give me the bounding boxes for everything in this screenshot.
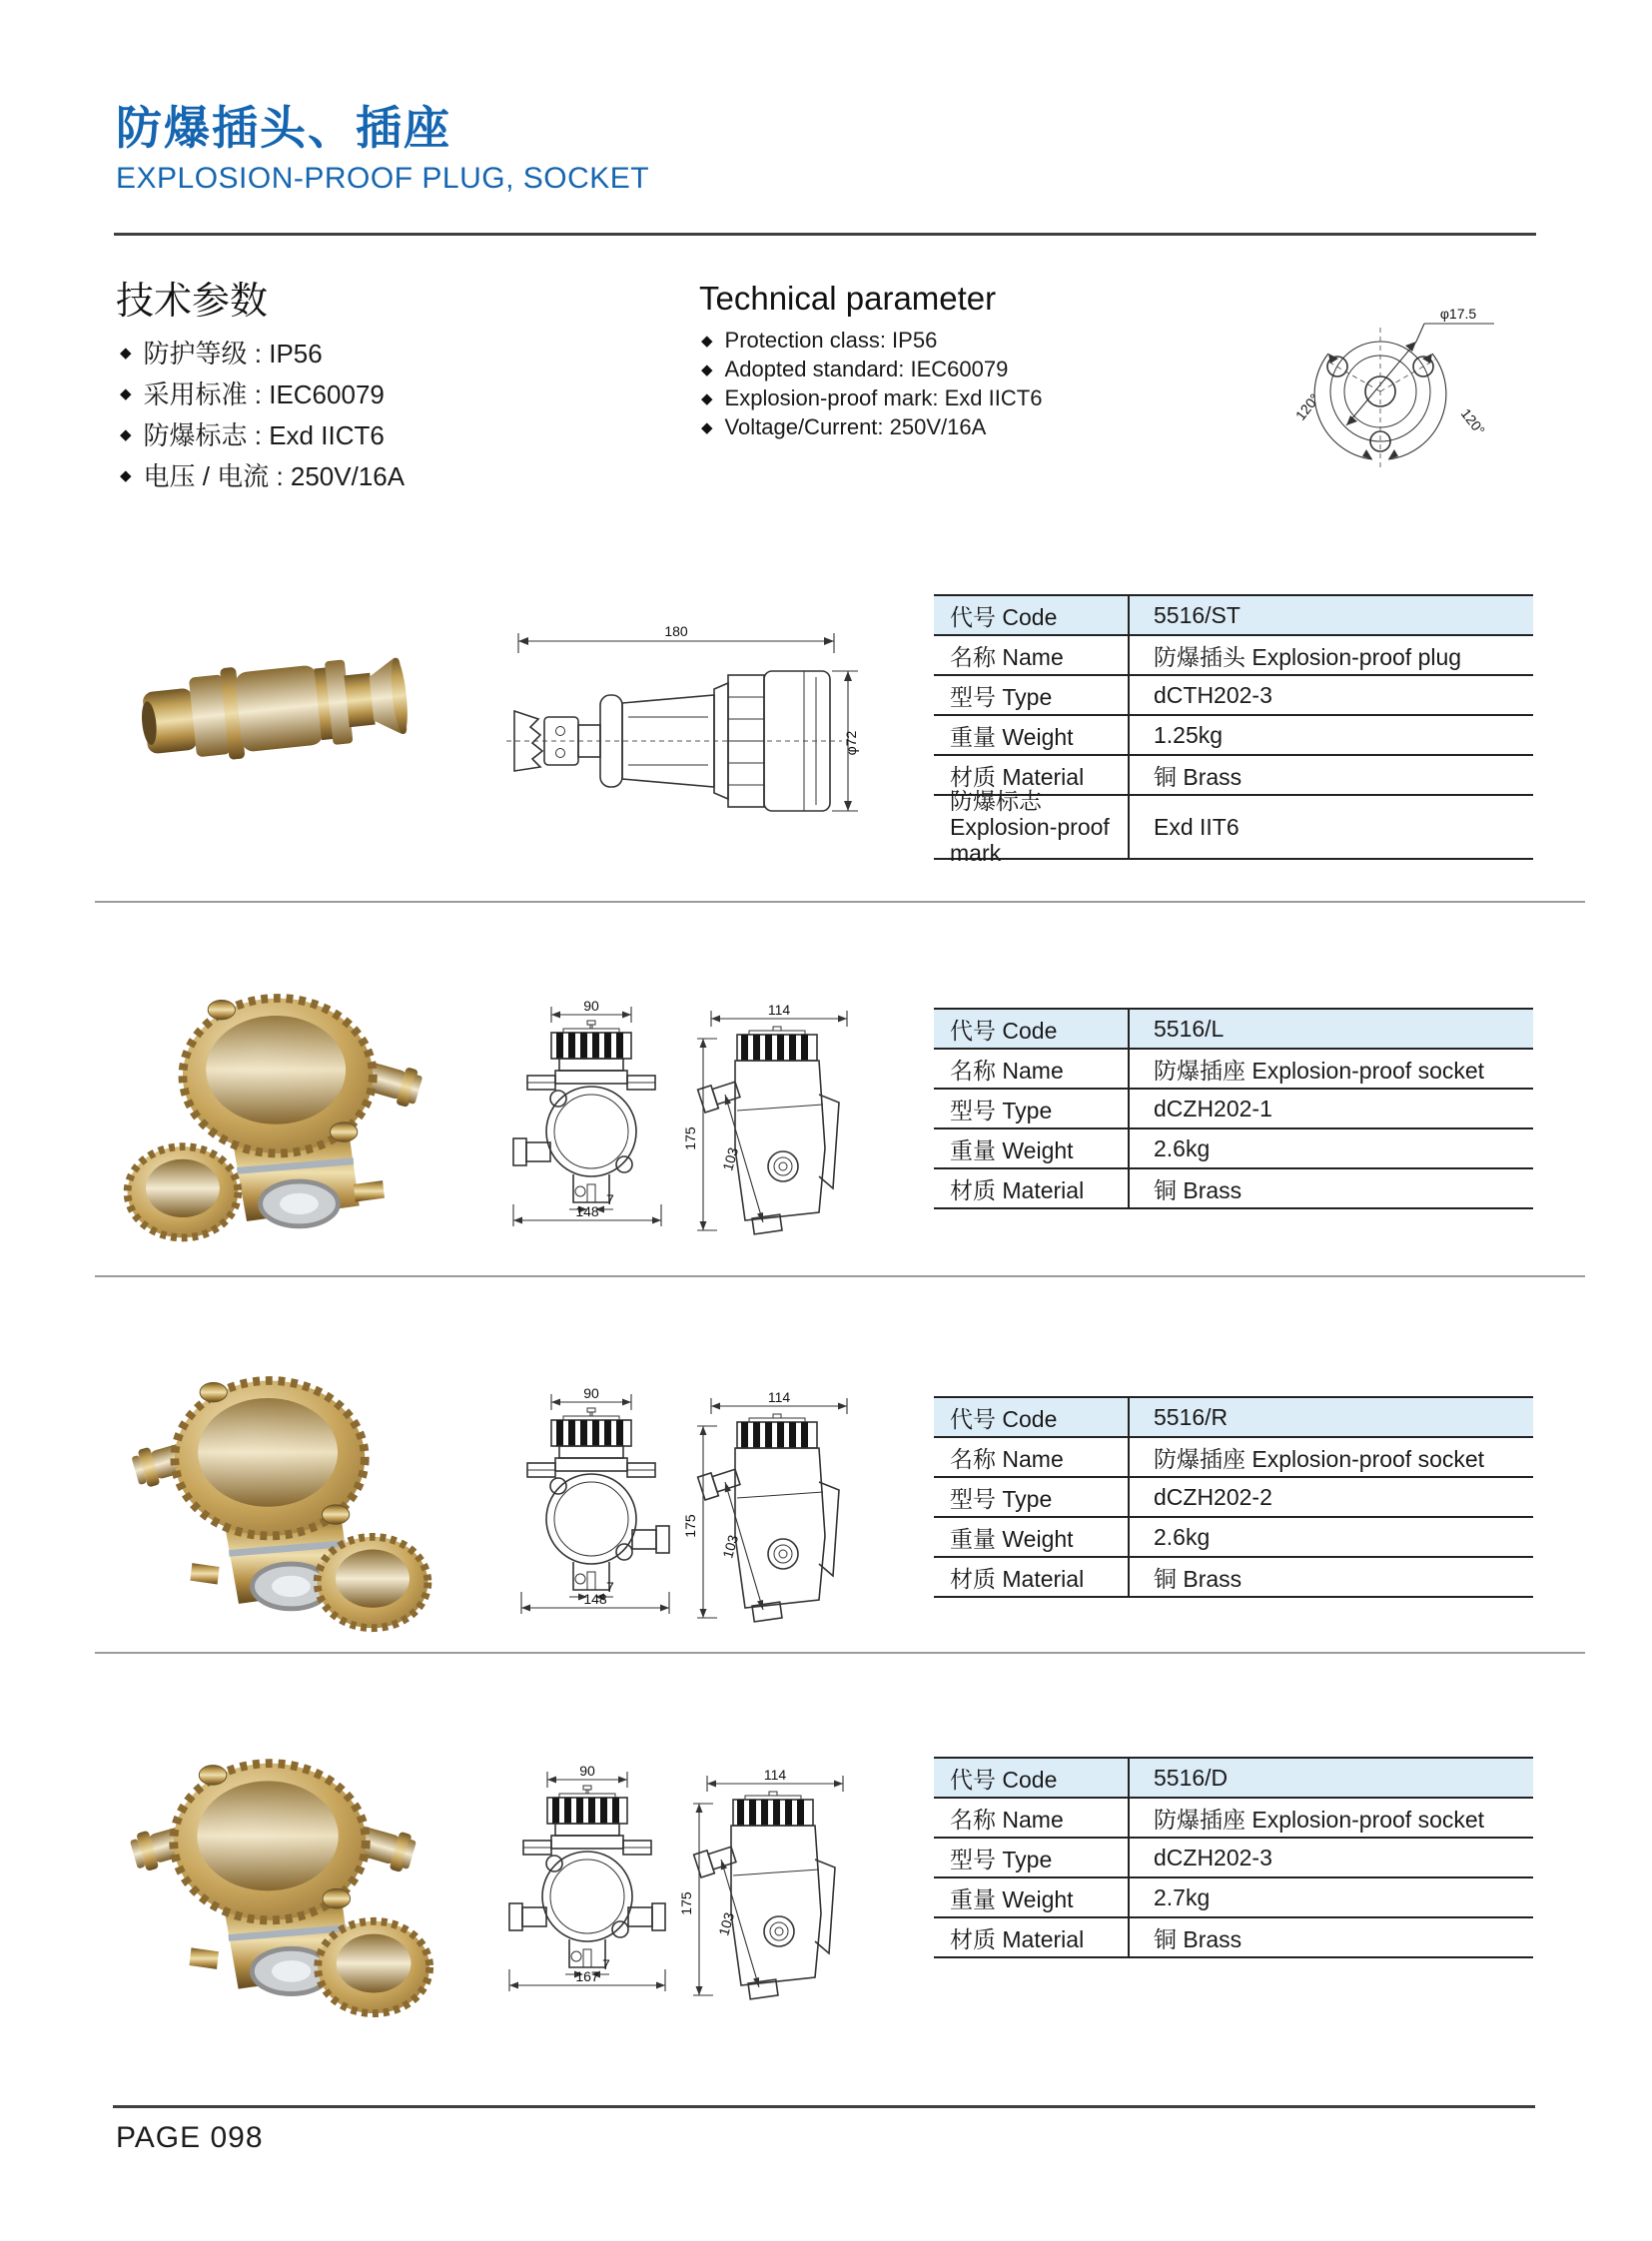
table-row xyxy=(934,1799,1533,1839)
spec-value: 1.25kg xyxy=(1154,721,1224,748)
tech-param-en: Protection class: IP56 xyxy=(724,327,938,353)
socket-dimension-drawing-d xyxy=(507,1764,857,2003)
spec-value: dCZH202-2 xyxy=(1154,1483,1272,1510)
diamond-bullet-icon: ◆ xyxy=(120,344,132,362)
section-separator xyxy=(95,1652,1585,1654)
svg-text:90: 90 xyxy=(579,1764,595,1779)
spec-table-5516-st xyxy=(934,594,1533,866)
side-view-drawing xyxy=(678,1767,843,1999)
spec-value: 防爆插座 Explosion-proof socket xyxy=(1154,1806,1485,1833)
svg-text:90: 90 xyxy=(583,999,599,1014)
svg-text:175: 175 xyxy=(682,1126,698,1150)
list-item xyxy=(701,326,1042,355)
spec-label: 材质 Material xyxy=(934,756,1130,794)
diamond-bullet-icon: ◆ xyxy=(701,418,713,436)
spec-label: 重量 Weight xyxy=(934,1129,1130,1167)
table-row xyxy=(934,716,1533,756)
svg-text:103: 103 xyxy=(715,1910,738,1938)
table-row xyxy=(934,676,1533,716)
page-title-en: EXPLOSION-PROOF PLUG, SOCKET xyxy=(116,162,650,195)
tech-param-en: Adopted standard: IEC60079 xyxy=(724,356,1009,381)
table-row xyxy=(934,1558,1533,1598)
side-view-drawing xyxy=(682,1389,847,1622)
spec-label: 重量 Weight xyxy=(934,1878,1130,1916)
list-item xyxy=(701,383,1042,412)
product-photo-socket-l xyxy=(118,981,447,1252)
svg-text:148: 148 xyxy=(583,1591,607,1607)
section-separator xyxy=(95,901,1585,903)
spec-label: 代号 Code xyxy=(934,1010,1130,1048)
list-item xyxy=(120,413,405,454)
spec-label: 型号 Type xyxy=(934,1090,1130,1127)
dimension-diameter xyxy=(832,671,859,811)
spec-label: 代号 Code xyxy=(934,1398,1130,1436)
table-row xyxy=(934,1759,1533,1799)
table-row xyxy=(934,788,1533,866)
side-view-drawing xyxy=(682,1002,847,1234)
svg-text:175: 175 xyxy=(682,1514,698,1538)
svg-text:φ72: φ72 xyxy=(843,730,859,756)
spec-label-en: Explosion-proof mark xyxy=(950,814,1110,866)
diamond-bullet-icon: ◆ xyxy=(701,389,713,407)
dimension-length xyxy=(518,623,834,653)
socket-dimension-drawing-l xyxy=(511,999,861,1238)
table-row xyxy=(934,1010,1533,1050)
tech-param-zh: 防爆标志 : Exd IICT6 xyxy=(143,420,385,450)
svg-text:103: 103 xyxy=(719,1533,742,1561)
spec-value: 铜 Brass xyxy=(1154,1176,1242,1203)
spec-value: 铜 Brass xyxy=(1154,763,1242,790)
tech-heading-en: Technical parameter xyxy=(699,280,997,317)
tech-param-zh: 采用标准 : IEC60079 xyxy=(143,379,385,409)
spec-label: 重量 Weight xyxy=(934,1518,1130,1556)
spec-value: dCTH202-3 xyxy=(1154,681,1272,708)
svg-text:180: 180 xyxy=(664,623,688,639)
spec-value: 防爆插座 Explosion-proof socket xyxy=(1154,1057,1485,1084)
spec-label: 材质 Material xyxy=(934,1918,1130,1956)
page-number: PAGE 098 xyxy=(116,2121,264,2154)
socket-cap xyxy=(318,1921,429,2013)
tech-param-zh: 电压 / 电流 : 250V/16A xyxy=(143,461,406,491)
plug-dimension-drawing xyxy=(504,619,864,817)
spec-value: Exd IIT6 xyxy=(1154,813,1239,840)
svg-text:175: 175 xyxy=(678,1891,694,1915)
table-row xyxy=(934,1878,1533,1918)
table-row xyxy=(934,1129,1533,1169)
front-view-drawing xyxy=(513,999,661,1226)
spec-label xyxy=(934,788,1130,866)
spec-label: 代号 Code xyxy=(934,1759,1130,1797)
table-row xyxy=(934,1918,1533,1958)
diamond-bullet-icon: ◆ xyxy=(120,425,132,443)
spec-label: 名称 Name xyxy=(934,1438,1130,1476)
socket-cap xyxy=(128,1146,239,1237)
table-row xyxy=(934,1090,1533,1129)
diamond-bullet-icon: ◆ xyxy=(701,361,713,378)
spec-table-5516-d xyxy=(934,1757,1533,1958)
table-row xyxy=(934,1839,1533,1878)
front-view-drawing xyxy=(521,1386,669,1614)
spec-value: dCZH202-3 xyxy=(1154,1844,1272,1870)
pin-angle-right-label: 120° xyxy=(1457,404,1489,438)
page-title-zh: 防爆插头、插座 xyxy=(116,102,451,154)
table-row xyxy=(934,1169,1533,1209)
list-item xyxy=(701,412,1042,441)
pin-diameter-label: φ17.5 xyxy=(1439,306,1477,322)
pin-angle-left-label: 120° xyxy=(1291,390,1323,423)
tech-params-en-list xyxy=(701,326,1042,441)
svg-text:114: 114 xyxy=(763,1767,787,1783)
spec-value: 2.7kg xyxy=(1154,1883,1211,1910)
spec-value: 5516/R xyxy=(1154,1403,1229,1430)
tech-heading-zh: 技术参数 xyxy=(116,281,269,323)
list-item xyxy=(120,373,405,413)
svg-text:114: 114 xyxy=(767,1002,791,1018)
spec-value: 铜 Brass xyxy=(1154,1925,1242,1952)
product-photo-plug xyxy=(132,629,416,779)
spec-label: 重量 Weight xyxy=(934,716,1130,754)
title-rule xyxy=(114,233,1536,236)
spec-label: 型号 Type xyxy=(934,676,1130,714)
svg-text:7: 7 xyxy=(606,1579,614,1595)
spec-value: 5516/D xyxy=(1154,1764,1229,1791)
svg-text:103: 103 xyxy=(719,1145,742,1173)
diamond-bullet-icon: ◆ xyxy=(120,466,132,484)
svg-text:167: 167 xyxy=(575,1968,599,1984)
table-row xyxy=(934,636,1533,676)
svg-text:7: 7 xyxy=(606,1191,614,1207)
list-item xyxy=(120,454,405,495)
spec-label: 名称 Name xyxy=(934,1050,1130,1088)
spec-label-zh: 防爆标志 xyxy=(950,788,1042,814)
tech-param-en: Explosion-proof mark: Exd IICT6 xyxy=(724,384,1043,410)
spec-label: 型号 Type xyxy=(934,1478,1130,1516)
table-row xyxy=(934,1478,1533,1518)
pin-layout-drawing xyxy=(1288,300,1500,471)
spec-value: 5516/ST xyxy=(1154,601,1240,628)
tech-params-zh-list xyxy=(120,332,405,495)
spec-label: 材质 Material xyxy=(934,1558,1130,1596)
tech-param-en: Voltage/Current: 250V/16A xyxy=(724,413,987,439)
product-photo-socket-r xyxy=(100,1363,444,1635)
svg-text:148: 148 xyxy=(575,1203,599,1219)
diamond-bullet-icon: ◆ xyxy=(120,384,132,402)
table-row xyxy=(934,1050,1533,1090)
spec-value: 5516/L xyxy=(1154,1015,1225,1042)
spec-value: 防爆插座 Explosion-proof socket xyxy=(1154,1445,1485,1472)
spec-value: 铜 Brass xyxy=(1154,1565,1242,1592)
spec-value: 2.6kg xyxy=(1154,1523,1211,1550)
spec-value: dCZH202-1 xyxy=(1154,1095,1272,1121)
table-row xyxy=(934,1438,1533,1478)
list-item xyxy=(120,332,405,373)
svg-text:90: 90 xyxy=(583,1386,599,1401)
table-row xyxy=(934,1398,1533,1438)
spec-label: 型号 Type xyxy=(934,1839,1130,1876)
section-separator xyxy=(95,1275,1585,1277)
tech-param-zh: 防护等级 : IP56 xyxy=(143,339,323,369)
product-photo-socket-d xyxy=(100,1746,444,2020)
spec-table-5516-l xyxy=(934,1008,1533,1209)
spec-value: 2.6kg xyxy=(1154,1134,1211,1161)
table-row xyxy=(934,596,1533,636)
spec-label: 名称 Name xyxy=(934,1799,1130,1837)
footer-rule xyxy=(113,2105,1535,2108)
front-view-drawing xyxy=(509,1764,665,1991)
spec-label: 名称 Name xyxy=(934,636,1130,674)
socket-cap xyxy=(318,1537,428,1628)
list-item xyxy=(701,355,1042,383)
spec-label: 材质 Material xyxy=(934,1169,1130,1207)
svg-text:7: 7 xyxy=(602,1956,610,1972)
spec-value: 防爆插头 Explosion-proof plug xyxy=(1154,643,1462,670)
table-row xyxy=(934,1518,1533,1558)
spec-table-5516-r xyxy=(934,1396,1533,1598)
spec-label: 代号 Code xyxy=(934,596,1130,634)
svg-text:114: 114 xyxy=(767,1389,791,1405)
diamond-bullet-icon: ◆ xyxy=(701,332,713,350)
socket-dimension-drawing-r xyxy=(511,1386,861,1626)
